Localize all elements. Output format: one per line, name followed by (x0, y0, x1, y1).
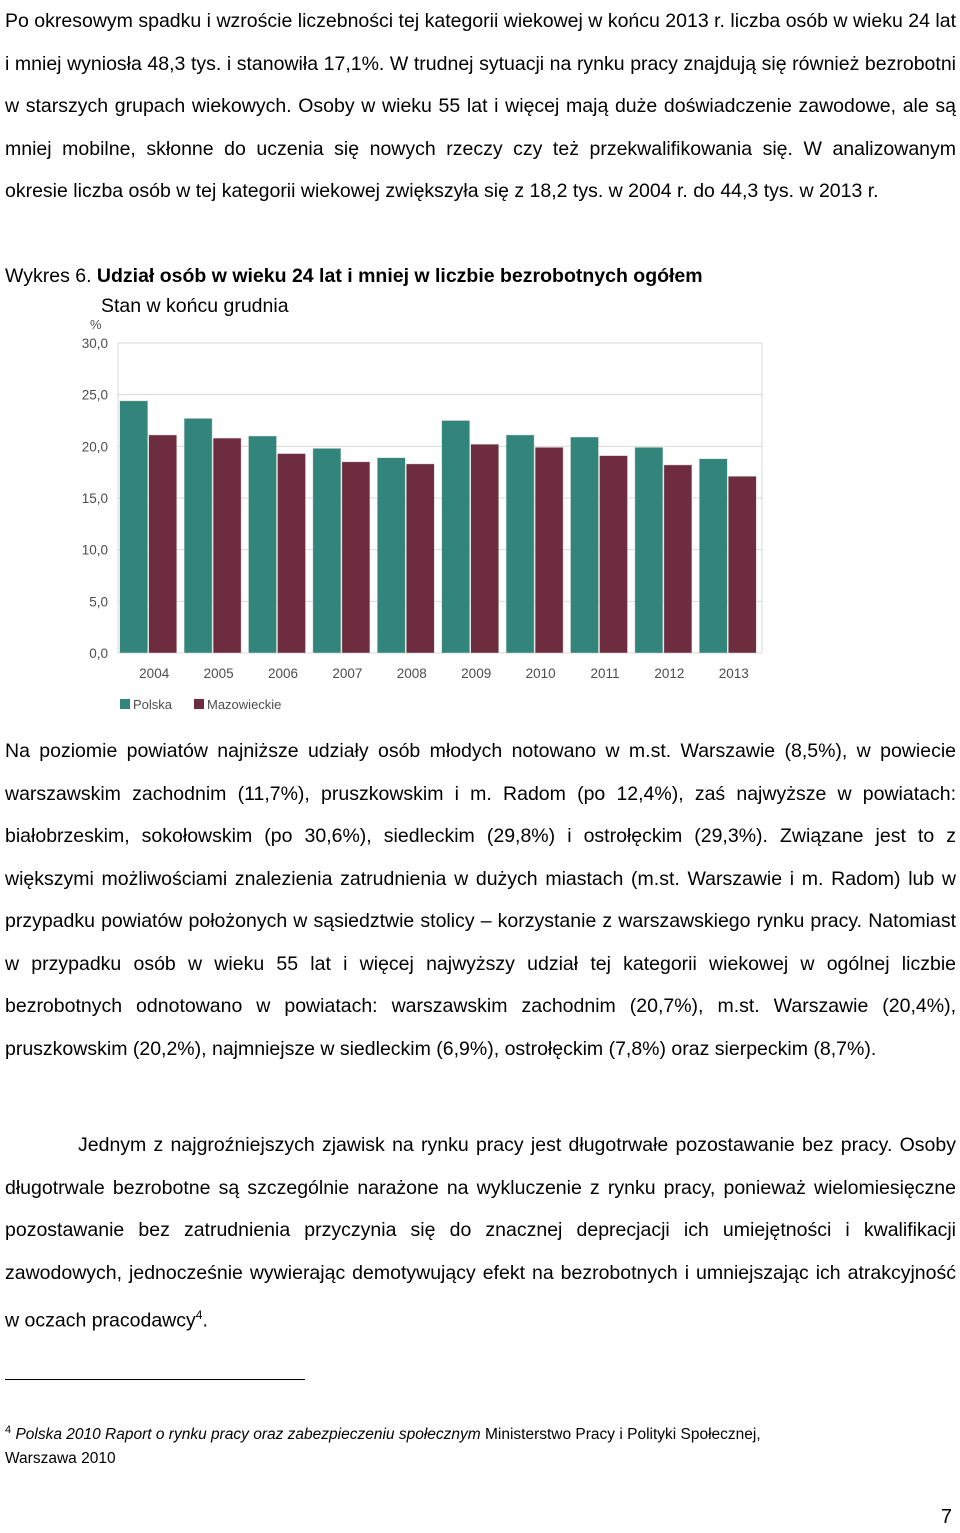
bar-mazowieckie-2006 (278, 454, 306, 653)
bar-chart (0, 0, 960, 730)
page-number: 7 (940, 1506, 952, 1528)
bar-polska-2011 (571, 437, 599, 653)
legend-label-mazowieckie: Mazowieckie (207, 697, 282, 712)
paragraph-intro: Po okresowym spadku i wzroście liczebności tej kategorii wiekowej w końcu 2013 r. liczba osób w wieku 24 lat i mniej wyniosła 48,3 tys. i stanowiła 17,1%. W trudnej sytuacji na rynku pracy znajdują się również bezrobotni w starszych grupach wiekowych. Osoby w wieku 55 lat i więcej mają duże doświadczenie zawodowe, ale są mniej mobilne, skłonne do uczenia się nowych rzeczy czy też przekwalifikowania się. W analizowanym okresie liczba osób w tej kategorii wiekowej zwiększyła się z 18,2 tys. w 2004 r. do 44,3 tys. w 2013 r. (5, 10, 956, 202)
x-tick-label: 2011 (590, 666, 620, 681)
x-tick-label: 2006 (267, 666, 299, 681)
x-tick-label: 2004 (139, 666, 170, 681)
y-tick-label: 0,0 (89, 646, 108, 661)
paragraph-long-term-end: . (202, 1309, 208, 1332)
bar-mazowieckie-2008 (406, 464, 434, 653)
footnote-source-title: Polska 2010 Raport o rynku pracy oraz zabezpieczeniu społecznym (15, 1426, 481, 1444)
figure-subtitle: Stan w końcu grudnia (101, 295, 289, 317)
bar-mazowieckie-2013 (728, 476, 756, 653)
legend-swatch-mazowieckie (194, 699, 204, 709)
x-tick-label: 2012 (654, 666, 685, 681)
x-tick-label: 2009 (461, 666, 492, 681)
y-tick-label: 30,0 (81, 336, 108, 351)
y-tick-label: 10,0 (81, 542, 108, 558)
bar-mazowieckie-2011 (600, 456, 628, 653)
bar-mazowieckie-2007 (342, 462, 370, 653)
paragraph-long-term-text: Jednym z najgroźniejszych zjawisk na rynku pracy jest długotrwałe pozostawanie bez pracy. Osoby długotrwale bezrobotne są szczególnie narażone na wykluczenie z rynku pracy, ponieważ wielomiesięczne pozostawanie bez zatrudnienia przyczynia się do znacznej deprecjacji ich umiejętności i kwalifikacji zawodowych, jednocześnie wywierając demotywujący efekt na bezrobotnych i umniejszając ich atrakcyjność w oczach pracodawcy (5, 1134, 956, 1332)
bar-polska-2006 (249, 436, 277, 653)
bar-polska-2009 (442, 421, 470, 654)
bar-mazowieckie-2005 (213, 438, 241, 653)
paragraph-long-term (5, 1124, 956, 1342)
y-tick-label: 5,0 (89, 594, 108, 610)
bar-mazowieckie-2004 (149, 435, 177, 653)
footnote-reference: 4 (195, 1308, 203, 1322)
x-tick-label: 2013 (718, 666, 749, 681)
x-tick-label: 2005 (203, 666, 234, 681)
footnote-source-publisher: Ministerstwo Pracy i Polityki Społecznej, (480, 1426, 761, 1444)
y-tick-label: 15,0 (81, 491, 108, 506)
bar-polska-2005 (184, 418, 212, 653)
bar-polska-2012 (635, 447, 663, 653)
bar-polska-2010 (506, 435, 534, 653)
x-tick-label: 2008 (396, 666, 427, 681)
footnote-divider (5, 1379, 305, 1380)
figure-number: Wykres 6. (5, 265, 97, 287)
x-tick-label: 2007 (332, 666, 363, 681)
y-tick-label: 25,0 (81, 387, 108, 403)
bar-polska-2007 (313, 448, 341, 653)
x-tick-label: 2010 (525, 666, 556, 681)
bar-polska-2008 (377, 458, 405, 653)
y-axis-unit-label: % (90, 317, 102, 332)
figure-title: Udział osób w wieku 24 lat i mniej w liczbie bezrobotnych ogółem (96, 265, 703, 287)
bar-mazowieckie-2012 (664, 465, 692, 653)
footnote-number: 4 (5, 1424, 12, 1436)
legend-swatch-polska (120, 699, 130, 709)
footnote-source-place: Warszawa 2010 (5, 1450, 116, 1468)
footnote (5, 1418, 905, 1471)
bar-mazowieckie-2010 (535, 447, 563, 653)
bar-polska-2013 (699, 459, 727, 653)
bar-mazowieckie-2009 (471, 444, 499, 653)
legend-label-polska: Polska (133, 697, 173, 712)
bar-polska-2004 (120, 401, 148, 653)
paragraph-powiaty: Na poziomie powiatów najniższe udziały osób młodych notowano w m.st. Warszawie (8,5%), w powiecie warszawskim zachodnim (11,7%), pruszkowskim i m. Radom (po 12,4%), zaś najwyższe w powiatach: białobrzeskim, sokołowskim (po 30,6%), siedleckim (29,8%) i ostrołęckim (29,3%). Związane jest to z większymi możliwościami znalezienia zatrudnienia w dużych miastach (m.st. Warszawie i m. Radom) lub w przypadku powiatów położonych w sąsiedztwie stolicy – korzystanie z warszawskiego rynku pracy. Natomiast w przypadku osób w wieku 55 lat i więcej najwyższy udział tej kategorii wiekowej w ogólnej liczbie bezrobotnych odnotowano w powiatach: warszawskim zachodnim (20,7%), m.st. Warszawie (20,4%), pruszkowskim (20,2%), najmniejsze w siedleckim (6,9%), ostrołęckim (7,8%) oraz sierpeckim (8,7%). (5, 740, 956, 1060)
y-tick-label: 20,0 (81, 439, 108, 455)
